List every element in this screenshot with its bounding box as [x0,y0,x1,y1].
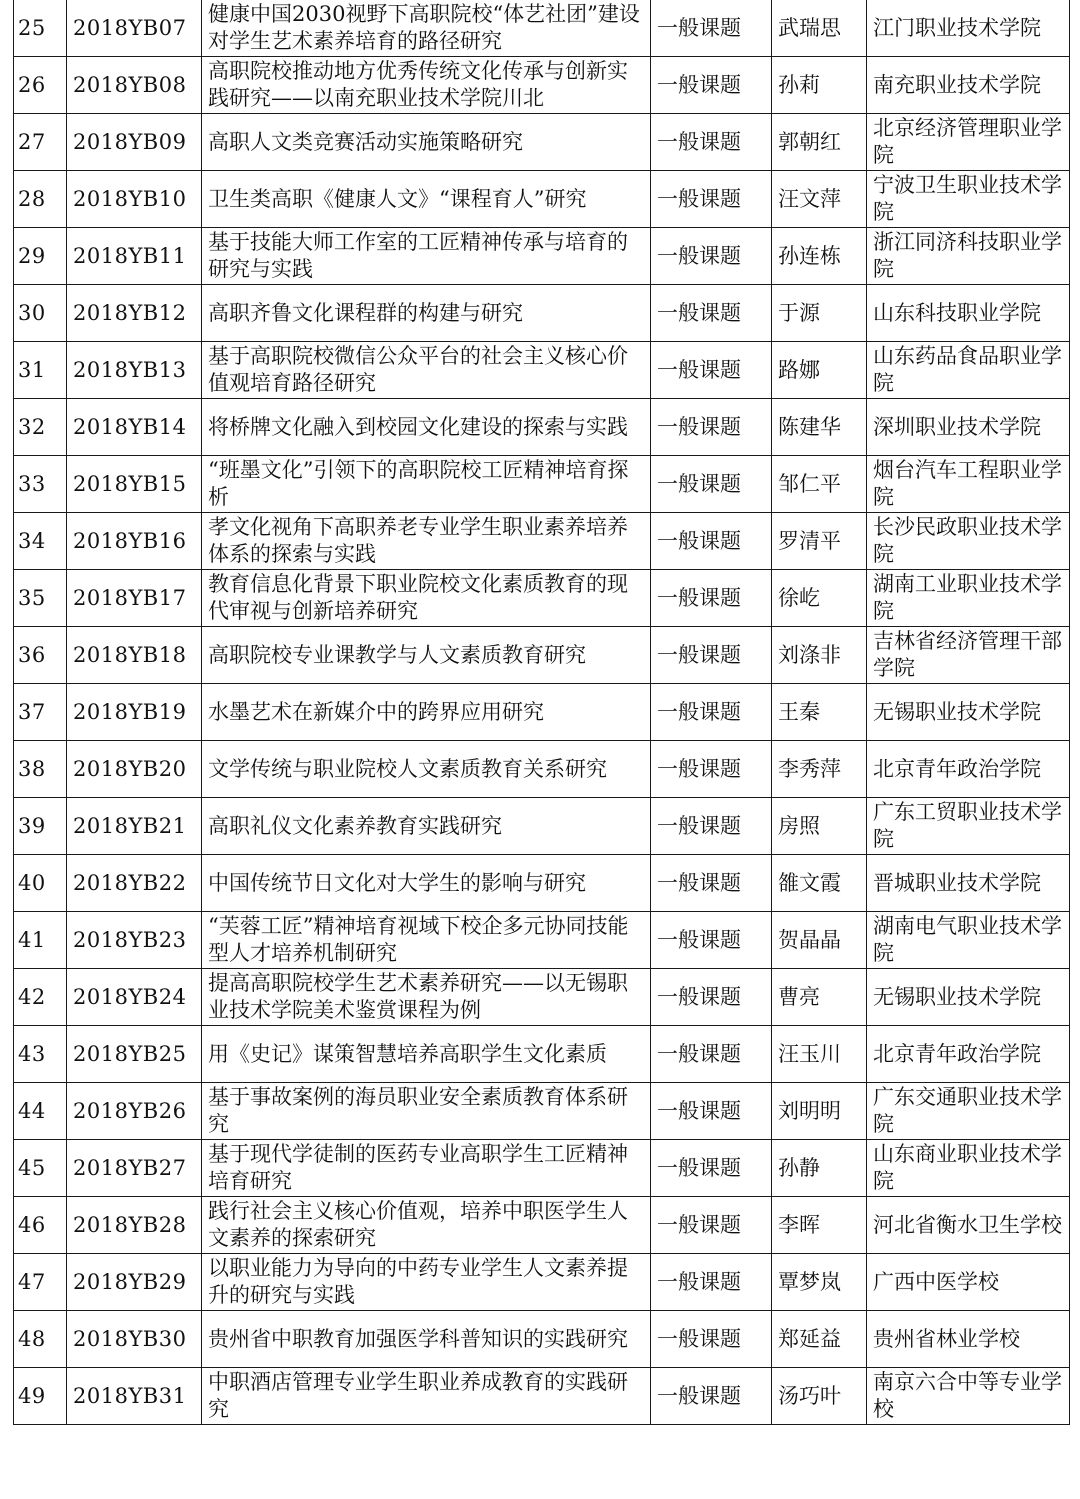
project-title-cell: 高职人文类竞赛活动实施策略研究 [202,114,651,171]
row-number-cell: 39 [14,798,67,855]
table-row [14,741,1070,798]
project-type-cell: 一般课题 [651,1083,772,1140]
institution-cell: 吉林省经济管理干部学院 [867,627,1070,684]
project-code-cell: 2018YB11 [67,228,202,285]
institution-cell: 北京青年政治学院 [867,741,1070,798]
institution-cell: 烟台汽车工程职业学院 [867,456,1070,513]
project-title-cell: 基于高职院校微信公众平台的社会主义核心价值观培育路径研究 [202,342,651,399]
table-row [14,114,1070,171]
project-code-cell: 2018YB17 [67,570,202,627]
project-code-cell: 2018YB30 [67,1311,202,1368]
project-leader-cell: 刘明明 [772,1083,867,1140]
project-code-cell: 2018YB13 [67,342,202,399]
project-code-cell: 2018YB25 [67,1026,202,1083]
project-leader-cell: 孙连栋 [772,228,867,285]
project-code-cell: 2018YB26 [67,1083,202,1140]
table-row [14,684,1070,741]
institution-cell: 长沙民政职业技术学院 [867,513,1070,570]
project-title-cell: 孝文化视角下高职养老专业学生职业素养培养体系的探索与实践 [202,513,651,570]
table-row [14,627,1070,684]
row-number-cell: 34 [14,513,67,570]
table-row [14,1254,1070,1311]
project-title-cell: 以职业能力为导向的中药专业学生人文素养提升的研究与实践 [202,1254,651,1311]
project-leader-cell: 曹亮 [772,969,867,1026]
project-leader-cell: 房照 [772,798,867,855]
row-number-cell: 29 [14,228,67,285]
project-type-cell: 一般课题 [651,342,772,399]
row-number-cell: 49 [14,1368,67,1425]
institution-cell: 山东商业职业技术学院 [867,1140,1070,1197]
row-number-cell: 44 [14,1083,67,1140]
project-type-cell: 一般课题 [651,399,772,456]
project-code-cell: 2018YB07 [67,0,202,57]
table-row [14,1140,1070,1197]
project-title-cell: 用《史记》谋策智慧培养高职学生文化素质 [202,1026,651,1083]
project-code-cell: 2018YB21 [67,798,202,855]
table-row [14,285,1070,342]
project-code-cell: 2018YB19 [67,684,202,741]
project-code-cell: 2018YB23 [67,912,202,969]
project-leader-cell: 孙静 [772,1140,867,1197]
project-leader-cell: 覃梦岚 [772,1254,867,1311]
project-title-cell: 健康中国2030视野下高职院校“体艺社团”建设对学生艺术素养培育的路径研究 [202,0,651,57]
project-code-cell: 2018YB15 [67,456,202,513]
institution-cell: 江门职业技术学院 [867,0,1070,57]
project-leader-cell: 王秦 [772,684,867,741]
project-title-cell: “班墨文化”引领下的高职院校工匠精神培育探析 [202,456,651,513]
institution-cell: 湖南电气职业技术学院 [867,912,1070,969]
table-row [14,456,1070,513]
institution-cell: 晋城职业技术学院 [867,855,1070,912]
project-type-cell: 一般课题 [651,912,772,969]
project-title-cell: 教育信息化背景下职业院校文化素质教育的现代审视与创新培养研究 [202,570,651,627]
project-leader-cell: 汪玉川 [772,1026,867,1083]
project-type-cell: 一般课题 [651,798,772,855]
project-leader-cell: 路娜 [772,342,867,399]
project-leader-cell: 陈建华 [772,399,867,456]
table-row [14,1311,1070,1368]
project-title-cell: 中国传统节日文化对大学生的影响与研究 [202,855,651,912]
project-leader-cell: 汤巧叶 [772,1368,867,1425]
project-title-cell: 高职院校推动地方优秀传统文化传承与创新实践研究——以南充职业技术学院川北 [202,57,651,114]
project-title-cell: 高职礼仪文化素养教育实践研究 [202,798,651,855]
project-code-cell: 2018YB16 [67,513,202,570]
institution-cell: 浙江同济科技职业学院 [867,228,1070,285]
project-type-cell: 一般课题 [651,456,772,513]
project-type-cell: 一般课题 [651,57,772,114]
project-type-cell: 一般课题 [651,1197,772,1254]
row-number-cell: 33 [14,456,67,513]
project-type-cell: 一般课题 [651,1311,772,1368]
project-title-cell: 中职酒店管理专业学生职业养成教育的实践研究 [202,1368,651,1425]
row-number-cell: 43 [14,1026,67,1083]
project-code-cell: 2018YB10 [67,171,202,228]
project-code-cell: 2018YB27 [67,1140,202,1197]
institution-cell: 北京经济管理职业学院 [867,114,1070,171]
table-row [14,1368,1070,1425]
row-number-cell: 48 [14,1311,67,1368]
institution-cell: 广西中医学校 [867,1254,1070,1311]
project-code-cell: 2018YB29 [67,1254,202,1311]
row-number-cell: 30 [14,285,67,342]
row-number-cell: 42 [14,969,67,1026]
project-code-cell: 2018YB08 [67,57,202,114]
institution-cell: 贵州省林业学校 [867,1311,1070,1368]
project-type-cell: 一般课题 [651,570,772,627]
project-list-sheet [13,0,1063,1425]
project-code-cell: 2018YB31 [67,1368,202,1425]
project-leader-cell: 郑延益 [772,1311,867,1368]
project-code-cell: 2018YB14 [67,399,202,456]
row-number-cell: 25 [14,0,67,57]
project-type-cell: 一般课题 [651,969,772,1026]
row-number-cell: 28 [14,171,67,228]
table-row [14,969,1070,1026]
project-type-cell: 一般课题 [651,114,772,171]
table-row [14,912,1070,969]
project-type-cell: 一般课题 [651,0,772,57]
project-title-cell: 贵州省中职教育加强医学科普知识的实践研究 [202,1311,651,1368]
project-leader-cell: 郭朝红 [772,114,867,171]
project-title-cell: 高职院校专业课教学与人文素质教育研究 [202,627,651,684]
project-title-cell: 卫生类高职《健康人文》“课程育人”研究 [202,171,651,228]
institution-cell: 无锡职业技术学院 [867,684,1070,741]
project-type-cell: 一般课题 [651,1026,772,1083]
project-leader-cell: 雒文霞 [772,855,867,912]
institution-cell: 山东药品食品职业学院 [867,342,1070,399]
table-row [14,342,1070,399]
project-type-cell: 一般课题 [651,228,772,285]
table-row [14,228,1070,285]
institution-cell: 北京青年政治学院 [867,1026,1070,1083]
row-number-cell: 31 [14,342,67,399]
project-table [13,0,1070,1425]
project-type-cell: 一般课题 [651,1368,772,1425]
project-title-cell: 基于技能大师工作室的工匠精神传承与培育的研究与实践 [202,228,651,285]
institution-cell: 河北省衡水卫生学校 [867,1197,1070,1254]
institution-cell: 南充职业技术学院 [867,57,1070,114]
project-leader-cell: 李晖 [772,1197,867,1254]
project-type-cell: 一般课题 [651,741,772,798]
institution-cell: 深圳职业技术学院 [867,399,1070,456]
row-number-cell: 45 [14,1140,67,1197]
table-row [14,171,1070,228]
project-code-cell: 2018YB28 [67,1197,202,1254]
project-title-cell: 将桥牌文化融入到校园文化建设的探索与实践 [202,399,651,456]
project-leader-cell: 刘涤非 [772,627,867,684]
table-row [14,57,1070,114]
project-code-cell: 2018YB09 [67,114,202,171]
project-leader-cell: 武瑞思 [772,0,867,57]
row-number-cell: 41 [14,912,67,969]
project-title-cell: 高职齐鲁文化课程群的构建与研究 [202,285,651,342]
project-table-body [14,0,1070,1425]
project-type-cell: 一般课题 [651,684,772,741]
table-row [14,399,1070,456]
project-type-cell: 一般课题 [651,285,772,342]
project-leader-cell: 于源 [772,285,867,342]
project-title-cell: 基于事故案例的海员职业安全素质教育体系研究 [202,1083,651,1140]
project-title-cell: 文学传统与职业院校人文素质教育关系研究 [202,741,651,798]
project-type-cell: 一般课题 [651,171,772,228]
project-leader-cell: 徐屹 [772,570,867,627]
project-type-cell: 一般课题 [651,1140,772,1197]
table-row [14,570,1070,627]
table-row [14,855,1070,912]
project-code-cell: 2018YB20 [67,741,202,798]
institution-cell: 广东工贸职业技术学院 [867,798,1070,855]
project-code-cell: 2018YB22 [67,855,202,912]
project-type-cell: 一般课题 [651,627,772,684]
project-title-cell: “芙蓉工匠”精神培育视域下校企多元协同技能型人才培养机制研究 [202,912,651,969]
row-number-cell: 40 [14,855,67,912]
table-row [14,1083,1070,1140]
row-number-cell: 37 [14,684,67,741]
project-title-cell: 践行社会主义核心价值观，培养中职医学生人文素养的探索研究 [202,1197,651,1254]
project-type-cell: 一般课题 [651,855,772,912]
row-number-cell: 38 [14,741,67,798]
project-leader-cell: 贺晶晶 [772,912,867,969]
row-number-cell: 47 [14,1254,67,1311]
project-leader-cell: 汪文萍 [772,171,867,228]
project-type-cell: 一般课题 [651,1254,772,1311]
row-number-cell: 46 [14,1197,67,1254]
project-type-cell: 一般课题 [651,513,772,570]
institution-cell: 宁波卫生职业技术学院 [867,171,1070,228]
project-title-cell: 基于现代学徒制的医药专业高职学生工匠精神培育研究 [202,1140,651,1197]
institution-cell: 湖南工业职业技术学院 [867,570,1070,627]
institution-cell: 山东科技职业学院 [867,285,1070,342]
row-number-cell: 27 [14,114,67,171]
project-code-cell: 2018YB12 [67,285,202,342]
row-number-cell: 32 [14,399,67,456]
row-number-cell: 26 [14,57,67,114]
project-leader-cell: 罗清平 [772,513,867,570]
table-row [14,798,1070,855]
table-row [14,0,1070,57]
project-title-cell: 水墨艺术在新媒介中的跨界应用研究 [202,684,651,741]
project-leader-cell: 孙莉 [772,57,867,114]
project-leader-cell: 李秀萍 [772,741,867,798]
institution-cell: 南京六合中等专业学校 [867,1368,1070,1425]
table-row [14,1026,1070,1083]
institution-cell: 无锡职业技术学院 [867,969,1070,1026]
row-number-cell: 36 [14,627,67,684]
row-number-cell: 35 [14,570,67,627]
project-title-cell: 提高高职院校学生艺术素养研究——以无锡职业技术学院美术鉴赏课程为例 [202,969,651,1026]
project-leader-cell: 邹仁平 [772,456,867,513]
project-code-cell: 2018YB18 [67,627,202,684]
institution-cell: 广东交通职业技术学院 [867,1083,1070,1140]
table-row [14,1197,1070,1254]
table-row [14,513,1070,570]
project-code-cell: 2018YB24 [67,969,202,1026]
